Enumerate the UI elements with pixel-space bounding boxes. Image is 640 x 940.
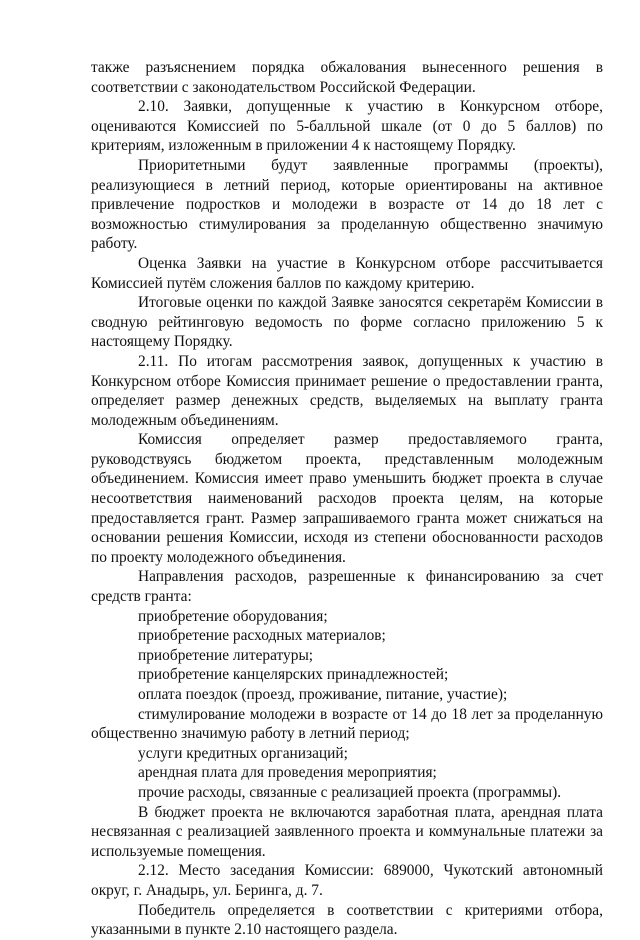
paragraph-2-10-scoring: 2.10. Заявки, допущенные к участию в Конкурсном отборе, оцениваются Комиссией по 5-балльной шкале (от 0 до 5 баллов) по критериям, изложенным в приложении 4 к настоящему Порядку. [91, 98, 603, 155]
list-item: арендная плата для проведения мероприятия; [138, 764, 437, 782]
paragraph-appeal-procedure: также разъяснением порядка обжалования вынесенного решения в соответствии с законодательством Российской Федерации. [91, 59, 603, 96]
list-item: услуги кредитных организаций; [138, 744, 348, 762]
paragraph-grant-amount: Комиссия определяет размер предоставляемого гранта, руководствуясь бюджетом проекта, представленным молодежным объединением. Комиссия имеет право уменьшить бюджет проекта в случае несоответствия наименований расходов проекта целям, на которые предоставляется грант. Размер запрашиваемого гранта может снижаться на основании решения Комиссии, исходя из степени обоснованности расходов по проекту молодежного объединения. [91, 431, 603, 566]
list-item: приобретение оборудования; [138, 607, 328, 625]
paragraph-final-scores: Итоговые оценки по каждой Заявке заносятся секретарём Комиссии в сводную рейтинговую ведомость по форме согласно приложению 5 к настоящему Порядку. [91, 294, 603, 351]
paragraph-2-11-decision: 2.11. По итогам рассмотрения заявок, допущенных к участию в Конкурсном отборе Комиссия принимает решение о предоставлении гранта, определяет размер денежных средств, выделяемых на выплату гранта молодежным объединениям. [91, 352, 603, 429]
paragraph-expense-directions: Направления расходов, разрешенные к финансированию за счет средств гранта: [91, 568, 603, 606]
paragraph-priority-programs: Приоритетными будут заявленные программы (проекты), реализующиеся в летний период, которые ориентированы на активное привлечение подростков и молодежи в возрасте от 14 до 18 лет с возможностью стимулирования за проделанную общественно значимую работу. [91, 156, 603, 253]
paragraph-2-12-meeting-place: 2.12. Место заседания Комиссии: 689000, Чукотский автономный округ, г. Анадырь, ул. Беринга, д. 7. [91, 862, 603, 899]
list-item: стимулирование молодежи в возрасте от 14 до 18 лет за проделанную общественно значимую работу в летний период; [91, 705, 603, 743]
list-item: приобретение расходных материалов; [138, 627, 386, 645]
paragraph-budget-exclusions: В бюджет проекта не включаются заработная плата, арендная плата несвязанная с реализацией заявленного проекта и коммунальные платежи за используемые помещения. [91, 803, 603, 860]
list-item: приобретение канцелярских принадлежностей; [138, 666, 449, 684]
paragraph-score-calculation: Оценка Заявки на участие в Конкурсном отборе рассчитывается Комиссией путём сложения баллов по каждому критерию. [91, 254, 603, 292]
document-page [91, 58, 603, 940]
expense-list [91, 607, 603, 803]
paragraph-winner: Победитель определяется в соответствии с критериями отбора, указанными в пункте 2.10 настоящего раздела. [91, 901, 603, 939]
list-item: оплата поездок (проезд, проживание, питание, участие); [138, 686, 508, 703]
list-item: приобретение литературы; [138, 646, 314, 664]
list-item: прочие расходы, связанные с реализацией проекта (программы). [138, 783, 562, 801]
